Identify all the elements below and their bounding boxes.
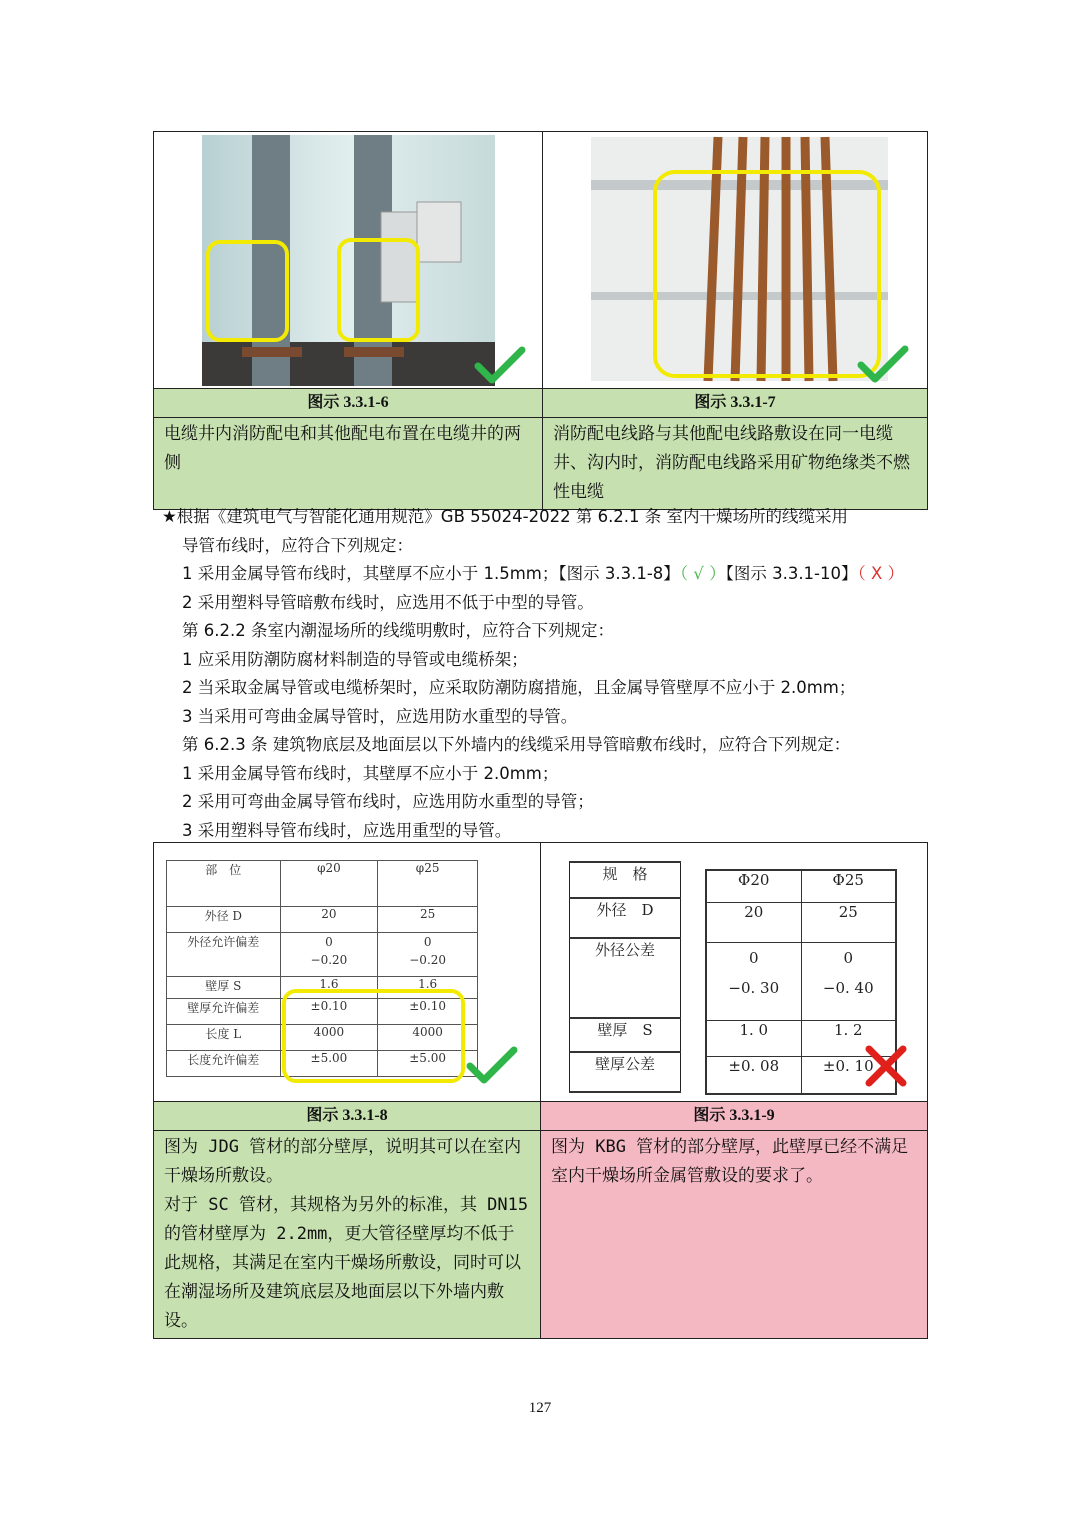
table-cell: 4000	[378, 1025, 478, 1051]
body-line: 第 6.2.2 条室内潮湿场所的线缆明敷时，应符合下列规定：	[182, 621, 614, 640]
table-cell: 0 −0.20	[378, 933, 478, 977]
description-paragraph: 图为 JDG 管材的部分壁厚，说明其可以在室内干燥场所敷设。	[164, 1137, 522, 1186]
table-cell: ±0.10	[378, 999, 478, 1025]
figure-caption: 图示 3.3.1-7	[543, 389, 928, 418]
table-cell: 壁厚 S	[570, 1018, 681, 1052]
figure-3-3-1-7-image	[543, 132, 928, 389]
figure-description: 电缆井内消防配电和其他配电布置在电缆井的两侧	[154, 418, 543, 510]
highlight-box	[337, 238, 420, 342]
table-header: φ25	[378, 861, 478, 907]
table-cell: 1.6	[280, 977, 378, 999]
checkmark-icon	[466, 1046, 518, 1086]
table-header: 规 格	[570, 862, 681, 898]
page-number: 127	[528, 1400, 552, 1416]
table-cell: 4000	[280, 1025, 378, 1051]
figure-3-3-1-6-image	[154, 132, 543, 389]
table-cell: 外径允许偏差	[167, 933, 281, 977]
body-line: 3 当采用可弯曲金属导管时，应选用防水重型的导管。	[182, 706, 578, 726]
table-cell: 外径公差	[570, 938, 681, 1018]
body-line: 2 采用可弯曲金属导管布线时，应选用防水重型的导管；	[182, 792, 594, 811]
body-line: 3 采用塑料导管布线时，应选用重型的导管。	[182, 820, 512, 840]
figure-table-bottom	[153, 842, 928, 1339]
table-cell: 25	[378, 907, 478, 933]
table-cell: 25	[801, 902, 896, 942]
body-text	[162, 503, 942, 845]
figure-caption: 图示 3.3.1-6	[154, 389, 543, 418]
body-line: 1 应采用防潮防腐材料制造的导管或电缆桥架；	[182, 649, 528, 669]
body-line: 1 采用金属导管布线时，其壁厚不应小于 2.0mm；	[182, 763, 559, 783]
checkmark-icon	[857, 345, 909, 385]
table-cell: 壁厚公差	[570, 1052, 681, 1092]
table-header: Φ20	[706, 870, 801, 902]
table-cell: ±0. 10	[801, 1056, 896, 1094]
table-cell: 外径 D	[167, 907, 281, 933]
table-cell: ±0. 08	[706, 1056, 801, 1094]
figure-table-top	[153, 131, 928, 510]
table-cell: ±0.10	[280, 999, 378, 1025]
figure-description	[154, 1131, 541, 1339]
body-line: 第 6.2.3 条 建筑物底层及地面层以下外墙内的线缆采用导管暗敷布线时，应符合下列规定：	[182, 735, 851, 754]
table-cell: 外径 D	[570, 898, 681, 938]
table-cell: 0 −0. 30	[706, 942, 801, 1020]
highlight-box	[282, 989, 465, 1083]
table-header: Φ25	[801, 870, 896, 902]
highlight-box	[653, 170, 881, 378]
table-cell: 0 −0.20	[280, 933, 378, 977]
spec-table-kbg-labels	[569, 861, 681, 1093]
table-cell: 20	[706, 902, 801, 942]
table-cell: 长度允许偏差	[167, 1051, 281, 1077]
figure-description: 消防配电线路与其他配电线路敷设在同一电缆井、沟内时，消防配电线路采用矿物绝缘类不燃性电缆	[543, 418, 928, 510]
table-cell: 壁厚允许偏差	[167, 999, 281, 1025]
figure-3-3-1-9-image	[541, 843, 928, 1102]
body-line: ★根据《建筑电气与智能化通用规范》GB 55024-2022 第 6.2.1 条 室内干燥场所的线缆采用	[162, 507, 849, 526]
figure-description: 图为 KBG 管材的部分壁厚，此壁厚已经不满足室内干燥场所金属管敷设的要求了。	[541, 1131, 928, 1339]
figure-3-3-1-8-image	[154, 843, 541, 1102]
description-paragraph: 对于 SC 管材，其规格为另外的标准，其 DN15 的管材壁厚为 2.2mm，更大管径壁厚均不低于此规格，其满足在室内干燥场所敷设，同时可以在潮湿场所及建筑底层及地面层以下外墙内敷设。	[164, 1195, 529, 1331]
body-line: 2 采用塑料导管暗敷布线时，应选用不低于中型的导管。	[182, 592, 594, 612]
highlight-box	[206, 240, 289, 342]
figure-caption: 图示 3.3.1-9	[541, 1102, 928, 1131]
body-line: 2 当采取金属导管或电缆桥架时，应采取防潮防腐措施，且金属导管壁厚不应小于 2.0mm；	[182, 678, 856, 697]
table-cell: 0 −0. 40	[801, 942, 896, 1020]
checkmark-icon	[474, 346, 526, 386]
body-line: 导管布线时，应符合下列规定：	[182, 535, 413, 555]
body-line: 1 采用金属导管布线时，其壁厚不应小于 1.5mm；【图示 3.3.1-8】（ √ ）【图示 3.3.1-10】（ X ）	[182, 564, 905, 583]
table-header: φ20	[280, 861, 378, 907]
table-cell: ±5.00	[378, 1051, 478, 1077]
table-cell: 壁厚 S	[167, 977, 281, 999]
table-cell: 20	[280, 907, 378, 933]
table-cell: ±5.00	[280, 1051, 378, 1077]
table-cell: 1. 0	[706, 1020, 801, 1056]
cross-icon	[863, 1043, 909, 1089]
bad-mark: （ X ）	[857, 564, 905, 583]
table-cell: 长度 L	[167, 1025, 281, 1051]
ok-mark: （ √ ）	[679, 564, 726, 583]
table-cell: 1.6	[378, 977, 478, 999]
figure-caption: 图示 3.3.1-8	[154, 1102, 541, 1131]
table-cell: 1. 2	[801, 1020, 896, 1056]
table-header: 部 位	[167, 861, 281, 907]
